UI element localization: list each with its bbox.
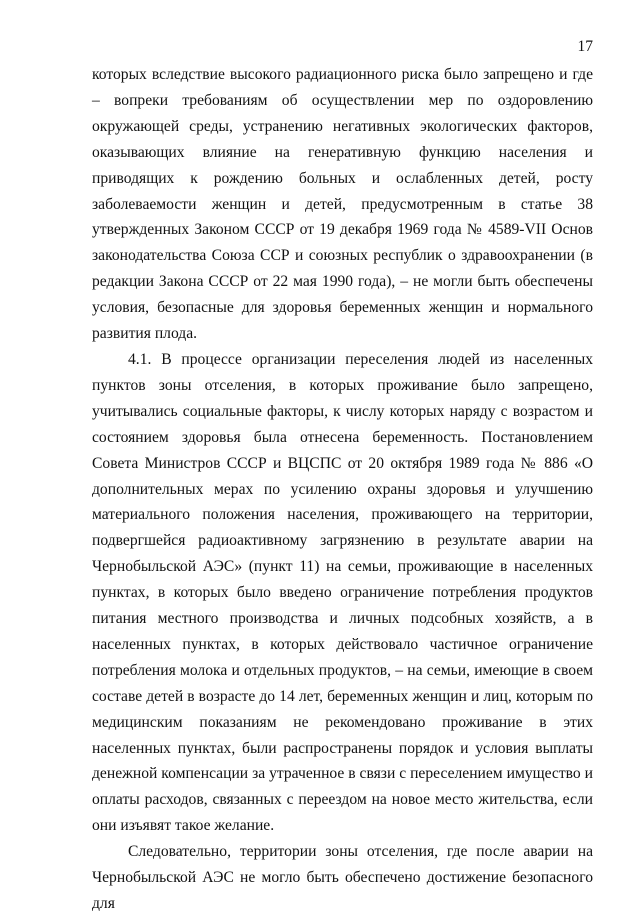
page-number: 17 [577, 38, 593, 55]
document-body [92, 62, 593, 917]
paragraph-4-1: 4.1. В процессе организации переселения людей из населенных пунктов зоны отселения, в которых проживание было запрещено, учитывались социальные факторы, к числу которых наряду с возрастом и состоянием здоровья была отнесена беременность. Постановлением Совета Министров СССР и ВЦСПС от 20 октября 1989 года № 886 «О дополнительных мерах по усилению охраны здоровья и улучшению материального положения населения, проживающего на территории, подвергшейся радиоактивному загрязнению в результате аварии на Чернобыльской АЭС» (пункт 11) на семьи, проживающие в населенных пунктах, в которых было введено ограничение потребления продуктов питания местного производства и личных подсобных хозяйств, а в населенных пунктах, в которых действовало частичное ограничение потребления молока и отдельных продуктов, – на семьи, имеющие в своем составе детей в возрасте до 14 лет, беременных женщин и лиц, которым по медицинским показаниям не рекомендовано проживание в этих населенных пунктах, были распространены порядок и условия выплаты денежной компенсации за утраченное в связи с переселением имущество и оплаты расходов, связанных с переездом на новое место жительства, если они изъявят такое желание. [92, 350, 593, 835]
paragraph-continuation: которых вследствие высокого радиационного риска было запрещено и где – вопреки требованиям об осуществлении мер по оздоровлению окружающей среды, устранению негативных экологических факторов, оказывающих влияние на генеративную функцию населения и приводящих к рождению больных и ослабленных детей, росту заболеваемости женщин и детей, предусмотренным в статье 38 утвержденных Законом СССР от 19 декабря 1969 года № 4589-VII Основ законодательства Союза ССР и союзных республик о здравоохранении (в редакции Закона СССР от 22 мая 1990 года), – не могли быть обеспечены условия, безопасные для здоровья беременных женщин и нормального развития плода. [92, 66, 593, 343]
paragraph-consequently: Следовательно, территории зоны отселения, где после аварии на Чернобыльской АЭС не могло быть обеспечено достижение безопасного для [92, 843, 593, 912]
